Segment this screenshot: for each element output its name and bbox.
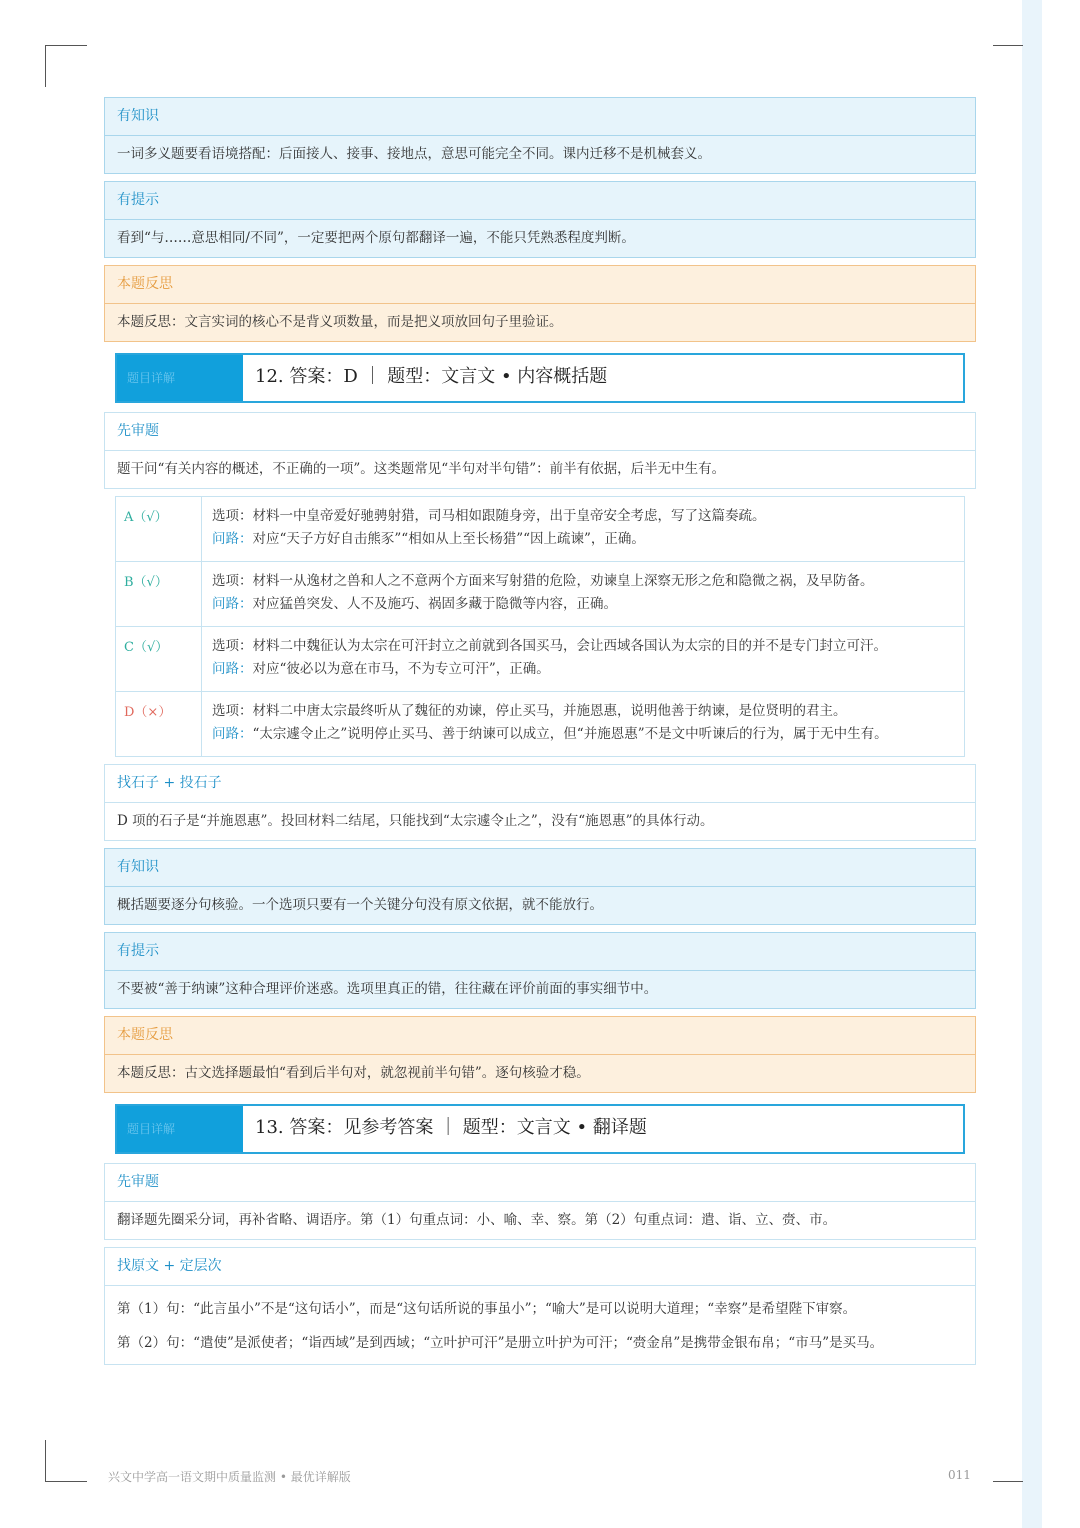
option-choice: 选项：材料二中魏征认为太宗在可汗封立之前就到各国买马，会让西域各国认为太宗的目的并不是专门封立可汗。 <box>212 638 887 654</box>
question-label: 问路： <box>212 531 253 547</box>
option-row-a <box>116 497 964 562</box>
box-body: 不要被“善于纳谏”这种合理评价迷惑。选项里真正的错，往往藏在评价前面的事实细节中。 <box>117 981 658 997</box>
page-edge-strip <box>1022 0 1042 1528</box>
crop-mark-bottom-left <box>45 1440 46 1482</box>
question-label: 问路： <box>212 726 253 742</box>
question-12-header <box>115 353 965 403</box>
question-tag: 题目详解 <box>117 1106 243 1152</box>
crop-mark-bottom-left <box>45 1481 87 1482</box>
box-body: 概括题要逐分句核验。一个选项只要有一个关键分句没有原文依据，就不能放行。 <box>117 897 603 913</box>
question-text: 对应“天子方好自击熊豕”“相如从上至长杨猎”“因上疏谏”，正确。 <box>252 531 645 547</box>
option-label: C（√） <box>116 627 202 691</box>
option-question <box>212 658 954 681</box>
page-content <box>104 97 976 1372</box>
box-body: 看到“与……意思相同/不同”，一定要把两个原句都翻译一遍，不能只凭熟悉程度判断。 <box>117 230 635 246</box>
box-body: 本题反思：古文选择题最怕“看到后半句对，就忽视前半句错”。逐句核验才稳。 <box>117 1065 590 1081</box>
tip-box <box>104 932 976 1009</box>
knowledge-box <box>104 848 976 925</box>
option-text <box>202 562 964 626</box>
question-text: “太宗遽令止之”说明停止买马、善于纳谏可以成立，但“并施恩惠”不是文中听谏后的行为，属于无中生有。 <box>252 726 888 742</box>
box-body: D 项的石子是“并施恩惠”。投回材料二结尾，只能找到“太宗遽令止之”，没有“施恩惠”的具体行动。 <box>117 813 714 829</box>
footer-title: 兴文中学高一语文期中质量监测 • 最优详解版 <box>108 1470 351 1484</box>
reflection-box <box>104 1016 976 1093</box>
option-row-c <box>116 627 964 692</box>
box-header: 先审题 <box>105 1164 975 1202</box>
tip-box <box>104 181 976 258</box>
question-title: 12. 答案：D ｜ 题型：文言文 • 内容概括题 <box>255 366 608 387</box>
crop-mark-top-right <box>993 45 1023 46</box>
option-text <box>202 497 964 561</box>
option-choice: 选项：材料一中皇帝爱好驰骋射猎，司马相如跟随身旁，出于皇帝安全考虑，写了这篇奏疏。 <box>212 508 766 524</box>
box-body: 翻译题先圈采分词，再补省略、调语序。第（1）句重点词：小、喻、幸、察。第（2）句重点词：遣、诣、立、赍、市。 <box>117 1212 837 1228</box>
box-header: 有知识 <box>105 849 975 887</box>
question-text: 对应猛兽突发、人不及施巧、祸固多藏于隐微等内容，正确。 <box>252 596 617 612</box>
question-label: 问路： <box>212 661 253 677</box>
box-header: 有提示 <box>105 933 975 971</box>
option-question <box>212 723 954 746</box>
option-question <box>212 528 954 551</box>
sentence-2-analysis: 第（2）句：“遣使”是派使者；“诣西域”是到西域；“立叶护可汗”是册立叶护为可汗；“赍金帛”是携带金银布帛；“市马”是买马。 <box>117 1335 884 1351</box>
question-13-header <box>115 1104 965 1154</box>
stone-box <box>104 764 976 841</box>
crop-mark-top-left <box>45 45 87 46</box>
box-header: 有提示 <box>105 182 975 220</box>
options-table <box>115 496 965 757</box>
option-row-b <box>116 562 964 627</box>
question-label: 问路： <box>212 596 253 612</box>
question-text: 对应“彼必以为意在市马，不为专立可汗”，正确。 <box>252 661 550 677</box>
box-body: 题干问“有关内容的概述，不正确的一项”。这类题常见“半句对半句错”：前半有依据，后半无中生有。 <box>117 461 726 477</box>
option-question <box>212 593 954 616</box>
question-title: 13. 答案：见参考答案 ｜ 题型：文言文 • 翻译题 <box>255 1117 647 1138</box>
option-choice: 选项：材料一从逸材之兽和人之不意两个方面来写射猎的危险，劝谏皇上深察无形之危和隐微之祸，及早防备。 <box>212 573 874 589</box>
knowledge-box <box>104 97 976 174</box>
box-header: 找石子 + 投石子 <box>105 765 975 803</box>
box-body: 本题反思：文言实词的核心不是背义项数量，而是把义项放回句子里验证。 <box>117 314 563 330</box>
box-header: 本题反思 <box>105 266 975 304</box>
option-row-d <box>116 692 964 756</box>
option-choice: 选项：材料二中唐太宗最终听从了魏征的劝谏，停止买马，并施恩惠，说明他善于纳谏，是位贤明的君主。 <box>212 703 847 719</box>
sentence-1-analysis: 第（1）句：“此言虽小”不是“这句话小”，而是“这句话所说的事虽小”；“喻大”是可以说明大道理；“幸察”是希望陛下审察。 <box>117 1301 857 1317</box>
reflection-box <box>104 265 976 342</box>
option-label: B（√） <box>116 562 202 626</box>
box-header: 找原文 + 定层次 <box>105 1248 975 1286</box>
crop-mark-top-left <box>45 45 46 87</box>
review-box <box>104 1163 976 1240</box>
option-label: A（√） <box>116 497 202 561</box>
box-body: 一词多义题要看语境搭配：后面接人、接事、接地点，意思可能完全不同。课内迁移不是机械套义。 <box>117 146 711 162</box>
box-header: 有知识 <box>105 98 975 136</box>
box-header: 先审题 <box>105 413 975 451</box>
question-tag: 题目详解 <box>117 355 243 401</box>
locate-box <box>104 1247 976 1365</box>
box-header: 本题反思 <box>105 1017 975 1055</box>
crop-mark-bottom-right <box>993 1481 1023 1482</box>
box-body <box>105 1286 975 1364</box>
option-text <box>202 692 964 756</box>
page-number: 011 <box>948 1468 971 1482</box>
review-box <box>104 412 976 489</box>
option-label: D（×） <box>116 692 202 756</box>
option-text <box>202 627 964 691</box>
